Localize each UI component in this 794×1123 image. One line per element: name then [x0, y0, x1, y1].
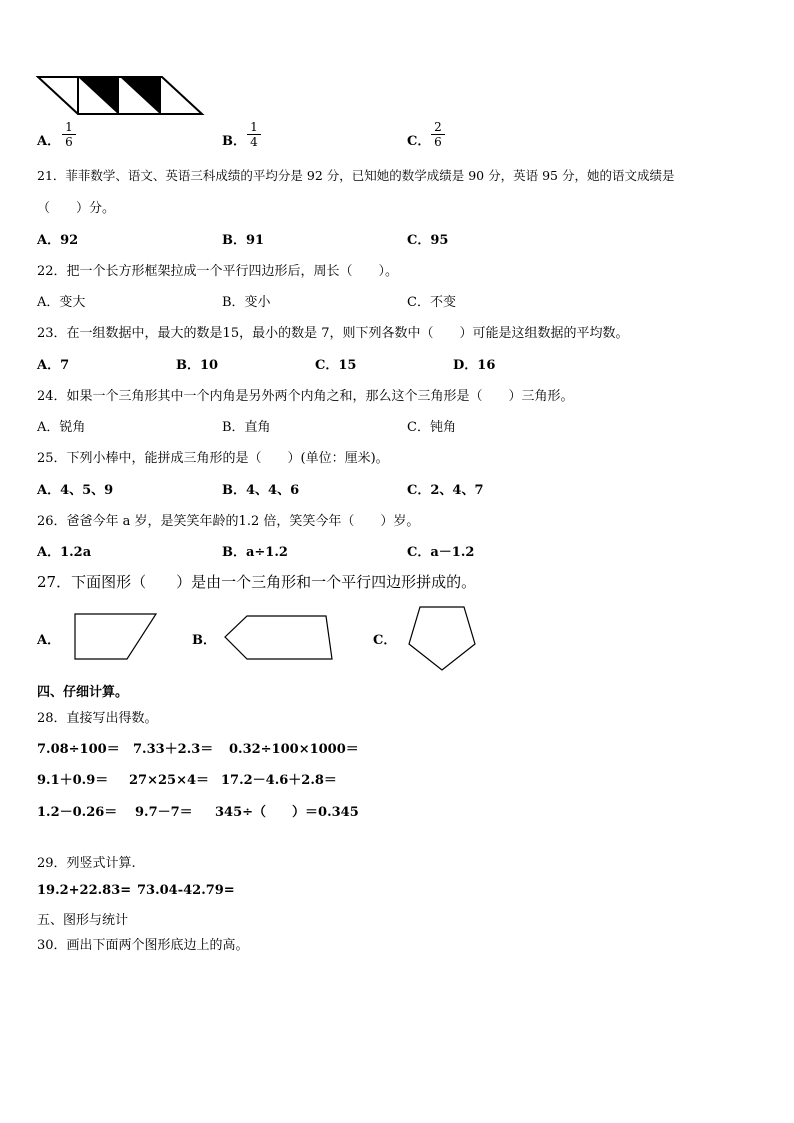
vertical-calc-item: 73.04-42.79= — [137, 883, 235, 898]
option-c: C．95 — [407, 233, 449, 248]
section-4-heading: 四、仔细计算。 — [37, 685, 129, 700]
question-21-text: 21．菲菲数学、语文、英语三科成绩的平均分是 92 分，已知她的数学成绩是 90 分，英语 95 分，她的语文成绩是 — [37, 168, 675, 183]
option-d: D．16 — [453, 358, 496, 373]
option-b: B．91 — [222, 233, 265, 248]
option-a: A．锐角 — [37, 420, 86, 435]
option-b-fraction — [247, 120, 261, 149]
option-a-label: A． — [37, 134, 61, 149]
option-a: A．4、5、9 — [37, 483, 114, 498]
option-c: C．15 — [315, 358, 357, 373]
fraction-denominator: 6 — [65, 135, 73, 149]
calc-item: 27×25×4＝ — [129, 773, 210, 788]
regular-pentagon-shape-c — [406, 604, 478, 672]
fraction-numerator: 1 — [247, 120, 261, 135]
question-29-title: 29．列竖式计算. — [37, 856, 136, 871]
option-a: A．变大 — [37, 295, 86, 310]
question-22-text: 22．把一个长方形框架拉成一个平行四边形后，周长（ ）。 — [37, 264, 399, 279]
question-21-text-cont: （ ）分。 — [37, 201, 116, 216]
fraction-denominator: 4 — [250, 135, 258, 149]
calc-item: 9.1＋0.9＝ — [37, 773, 109, 788]
option-c-label: C． — [407, 134, 431, 149]
fraction-numerator: 2 — [431, 120, 445, 135]
option-a: A．1.2a — [37, 545, 92, 560]
parallelogram-strip-figure — [36, 74, 206, 118]
option-a: A．92 — [37, 233, 79, 248]
question-28-title: 28．直接写出得数。 — [37, 711, 158, 726]
fraction-numerator: 1 — [62, 120, 76, 135]
question-26-text: 26．爸爸今年 a 岁，是笑笑年龄的1.2 倍，笑笑今年（ ）岁。 — [37, 514, 420, 529]
calc-item: 1.2－0.26＝ — [37, 805, 118, 820]
question-25-text: 25．下列小棒中，能拼成三角形的是（ ）(单位：厘米)。 — [37, 451, 389, 466]
trapezoid-shape-a — [72, 611, 160, 663]
option-b: B．10 — [176, 358, 219, 373]
shaded-triangle — [78, 77, 118, 114]
vertical-calc-item: 19.2+22.83= — [37, 883, 132, 898]
option-a: A．7 — [37, 358, 70, 373]
question-23-text: 23．在一组数据中，最大的数是15，最小的数是 7，则下列各数中（ ）可能是这组数据的平均数。 — [37, 326, 629, 341]
option-a-fraction — [62, 120, 76, 149]
calc-item: 7.33＋2.3＝ — [133, 742, 214, 757]
question-24-text: 24．如果一个三角形其中一个内角是另外两个内角之和，那么这个三角形是（ ）三角形。 — [37, 389, 574, 404]
option-b: B．a÷1.2 — [222, 545, 288, 560]
option-b: B．直角 — [222, 420, 271, 435]
calc-item: 345÷（ ）＝0.345 — [215, 805, 359, 820]
question-27-text: 27．下面图形（ ）是由一个三角形和一个平行四边形拼成的。 — [37, 573, 477, 591]
option-a: A． — [37, 633, 61, 648]
option-c-fraction — [431, 120, 445, 149]
calc-item: 0.32÷100×1000＝ — [229, 742, 359, 757]
option-c: C． — [373, 633, 397, 648]
option-b: B．变小 — [222, 295, 271, 310]
option-b: B． — [192, 633, 216, 648]
pentagon-shape-b — [222, 613, 336, 663]
option-c: C．钝角 — [407, 420, 456, 435]
question-30-text: 30．画出下面两个图形底边上的高。 — [37, 938, 249, 953]
option-b: B．4、4、6 — [222, 483, 300, 498]
fraction-denominator: 6 — [434, 135, 442, 149]
calc-item: 7.08÷100＝ — [37, 742, 120, 757]
section-5-heading: 五、图形与统计 — [37, 913, 129, 928]
option-c: C．2、4、7 — [407, 483, 484, 498]
shaded-triangle — [120, 77, 160, 114]
option-c: C．a－1.2 — [407, 545, 475, 560]
option-b-label: B． — [222, 134, 246, 149]
calc-item: 17.2－4.6＋2.8＝ — [221, 773, 337, 788]
calc-item: 9.7－7＝ — [135, 805, 193, 820]
option-c: C．不变 — [407, 295, 456, 310]
